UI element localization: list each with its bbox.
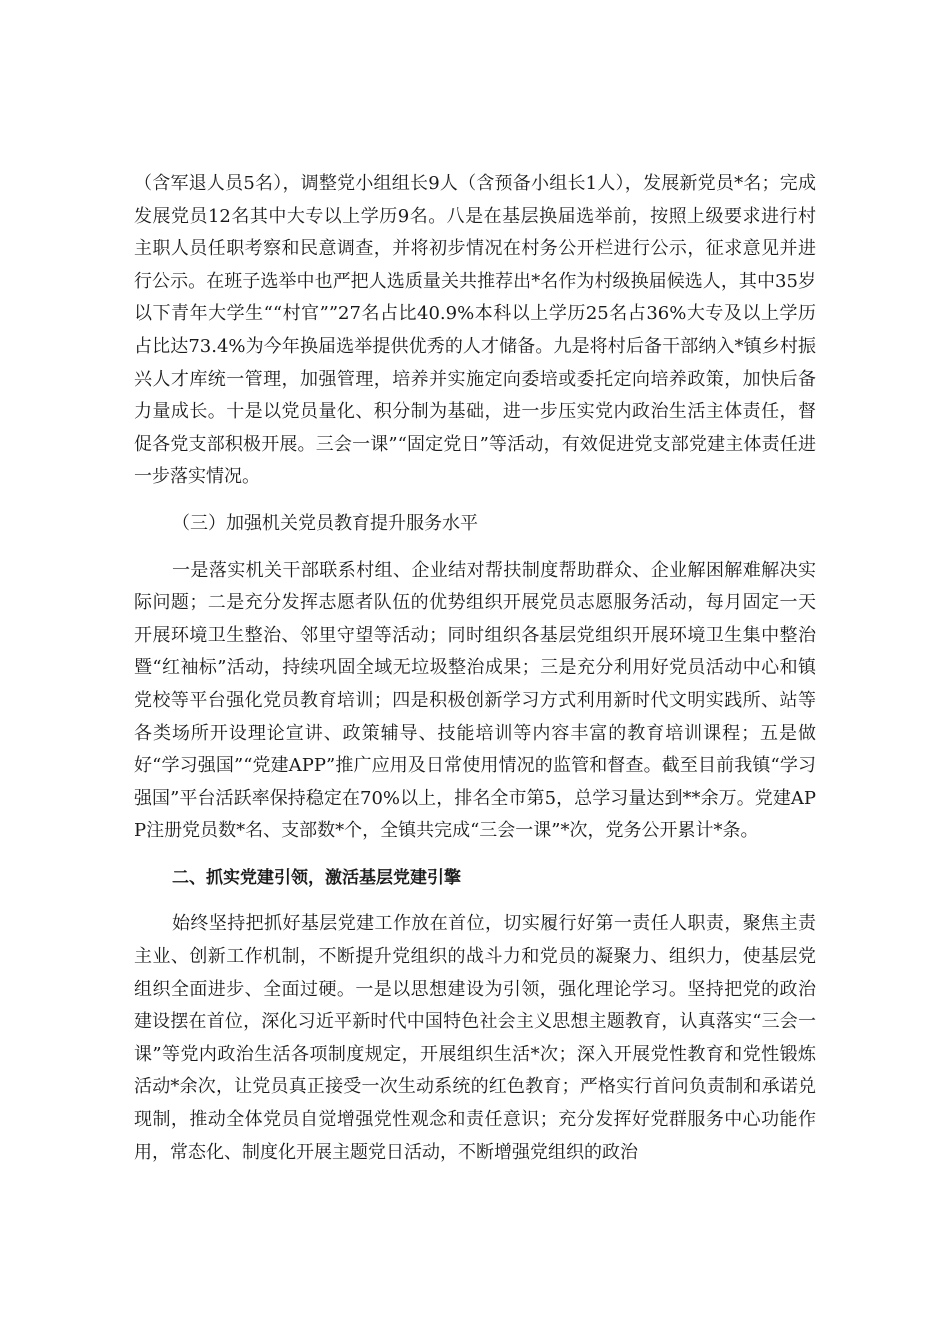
paragraph-continuation: （含军退人员5名），调整党小组组长9人（含预备小组长1人），发展新党员*名；完成发展党员12名其中大专以上学历9名。八是在基层换届选举前，按照上级要求进行村主职人员任职考察和民意调查，并将初步情况在村务公开栏进行公示，征求意见并进行公示。在班子选举中也严把人选质量关共推荐出*名作为村级换届候选人，其中35岁以下青年大学生““村官””27名占比40.9%本科以上学历25名占36%大专及以上学历占比达73.4%为今年换届选举提供优秀的人才储备。九是将村后备干部纳入*镇乡村振兴人才库统一管理，加强管理，培养并实施定向委培或委托定向培养政策，加快后备力量成长。十是以党员量化、积分制为基础，进一步压实党内政治生活主体责任，督促各党支部积极开展。三会一课”“固定党日”等活动，有效促进党支部党建主体责任进一步落实情况。 (134, 173, 816, 488)
section-heading: 二、抓实党建引领，激活基层党建引擎 (172, 867, 461, 888)
paragraph-party-education: 一是落实机关干部联系村组、企业结对帮扶制度帮助群众、企业解困解难解决实际问题；二是充分发挥志愿者队伍的优势组织开展党员志愿服务活动，每月固定一天开展环境卫生整治、邻里守望等活动；同时组织各基层党组织开展环境卫生集中整治暨“红袖标”活动，持续巩固全域无垃圾整治成果；三是充分利用好党员活动中心和镇党校等平台强化党员教育培训；四是积极创新学习方式利用新时代文明实践所、站等各类场所开设理论宣讲、政策辅导、技能培训等内容丰富的教育培训课程；五是做好“学习强国”“党建APP”推广应用及日常使用情况的监管和督查。截至目前我镇“学习强国”平台活跃率保持稳定在70%以上，排名全市第5，总学习量达到**余万。党建APP注册党员数*名、支部数*个，全镇共完成“三会一课”*次，党务公开累计*条。 (134, 559, 816, 842)
paragraph-party-building: 始终坚持把抓好基层党建工作放在首位，切实履行好第一责任人职责，聚焦主责主业、创新工作机制，不断提升党组织的战斗力和党员的凝聚力、组织力，使基层党组织全面进步、全面过硬。一是以思想建设为引领，强化理论学习。坚持把党的政治建设摆在首位，深化习近平新时代中国特色社会主义思想主题教育，认真落实“三会一课”等党内政治生活各项制度规定，开展组织生活*次；深入开展党性教育和党性锻炼活动*余次，让党员真正接受一次生动系统的红色教育；严格实行首问负责制和承诺兑现制，推动全体党员自觉增强党性观念和责任意识；充分发挥好党群服务中心功能作用，常态化、制度化开展主题党日活动，不断增强党组织的政治 (134, 913, 816, 1163)
document-body (134, 168, 816, 1169)
subsection-heading: （三）加强机关党员教育提升服务水平 (172, 512, 478, 534)
